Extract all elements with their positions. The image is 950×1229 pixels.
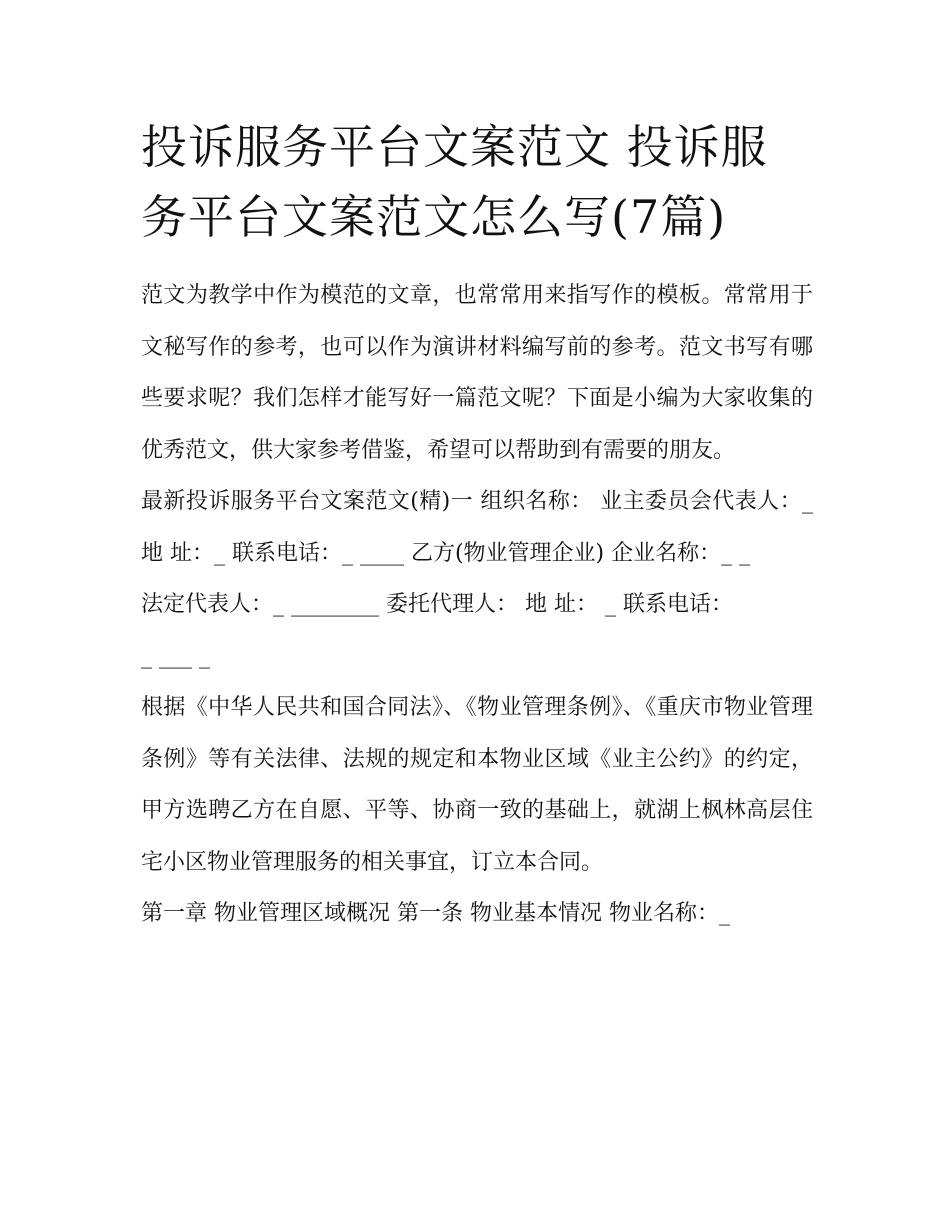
legal-basis-paragraph: 根据《中华人民共和国合同法》、《物业管理条例》、《重庆市物业管理条例》等有关法律、法规的规定和本物业区域《业主公约》的约定，甲方选聘乙方在自愿、平等、协商一致的基础上，就湖上枫林高层住宅小区物业管理服务的相关事宜，订立本合同。: [141, 695, 813, 875]
document-body: [141, 270, 813, 940]
party-info-paragraph: 最新投诉服务平台文案范文(精)一 组织名称： 业主委员会代表人：_ 地 址：_ 联系电话：_ ____ 乙方(物业管理企业) 企业名称：_ _: [141, 489, 813, 566]
document-title: [141, 112, 813, 252]
title-line-2: 务平台文案范文怎么写(7篇): [141, 190, 727, 244]
blank-line-paragraph: _ ___ _: [141, 643, 210, 669]
document-content: [141, 112, 813, 940]
title-line-1: 投诉服务平台文案范文 投诉服: [141, 120, 768, 174]
chapter-one-paragraph: 第一章 物业管理区域概况 第一条 物业基本情况 物业名称：_: [141, 901, 730, 926]
legal-representative-paragraph: 法定代表人：_ ________ 委托代理人： 地 址： _ 联系电话：: [141, 592, 733, 617]
intro-paragraph: 范文为教学中作为模范的文章，也常常用来指写作的模板。常常用于文秘写作的参考，也可以作为演讲材料编写前的参考。范文书写有哪些要求呢？我们怎样才能写好一篇范文呢？下面是小编为大家收集的优秀范文，供大家参考借鉴，希望可以帮助到有需要的朋友。: [141, 283, 813, 463]
